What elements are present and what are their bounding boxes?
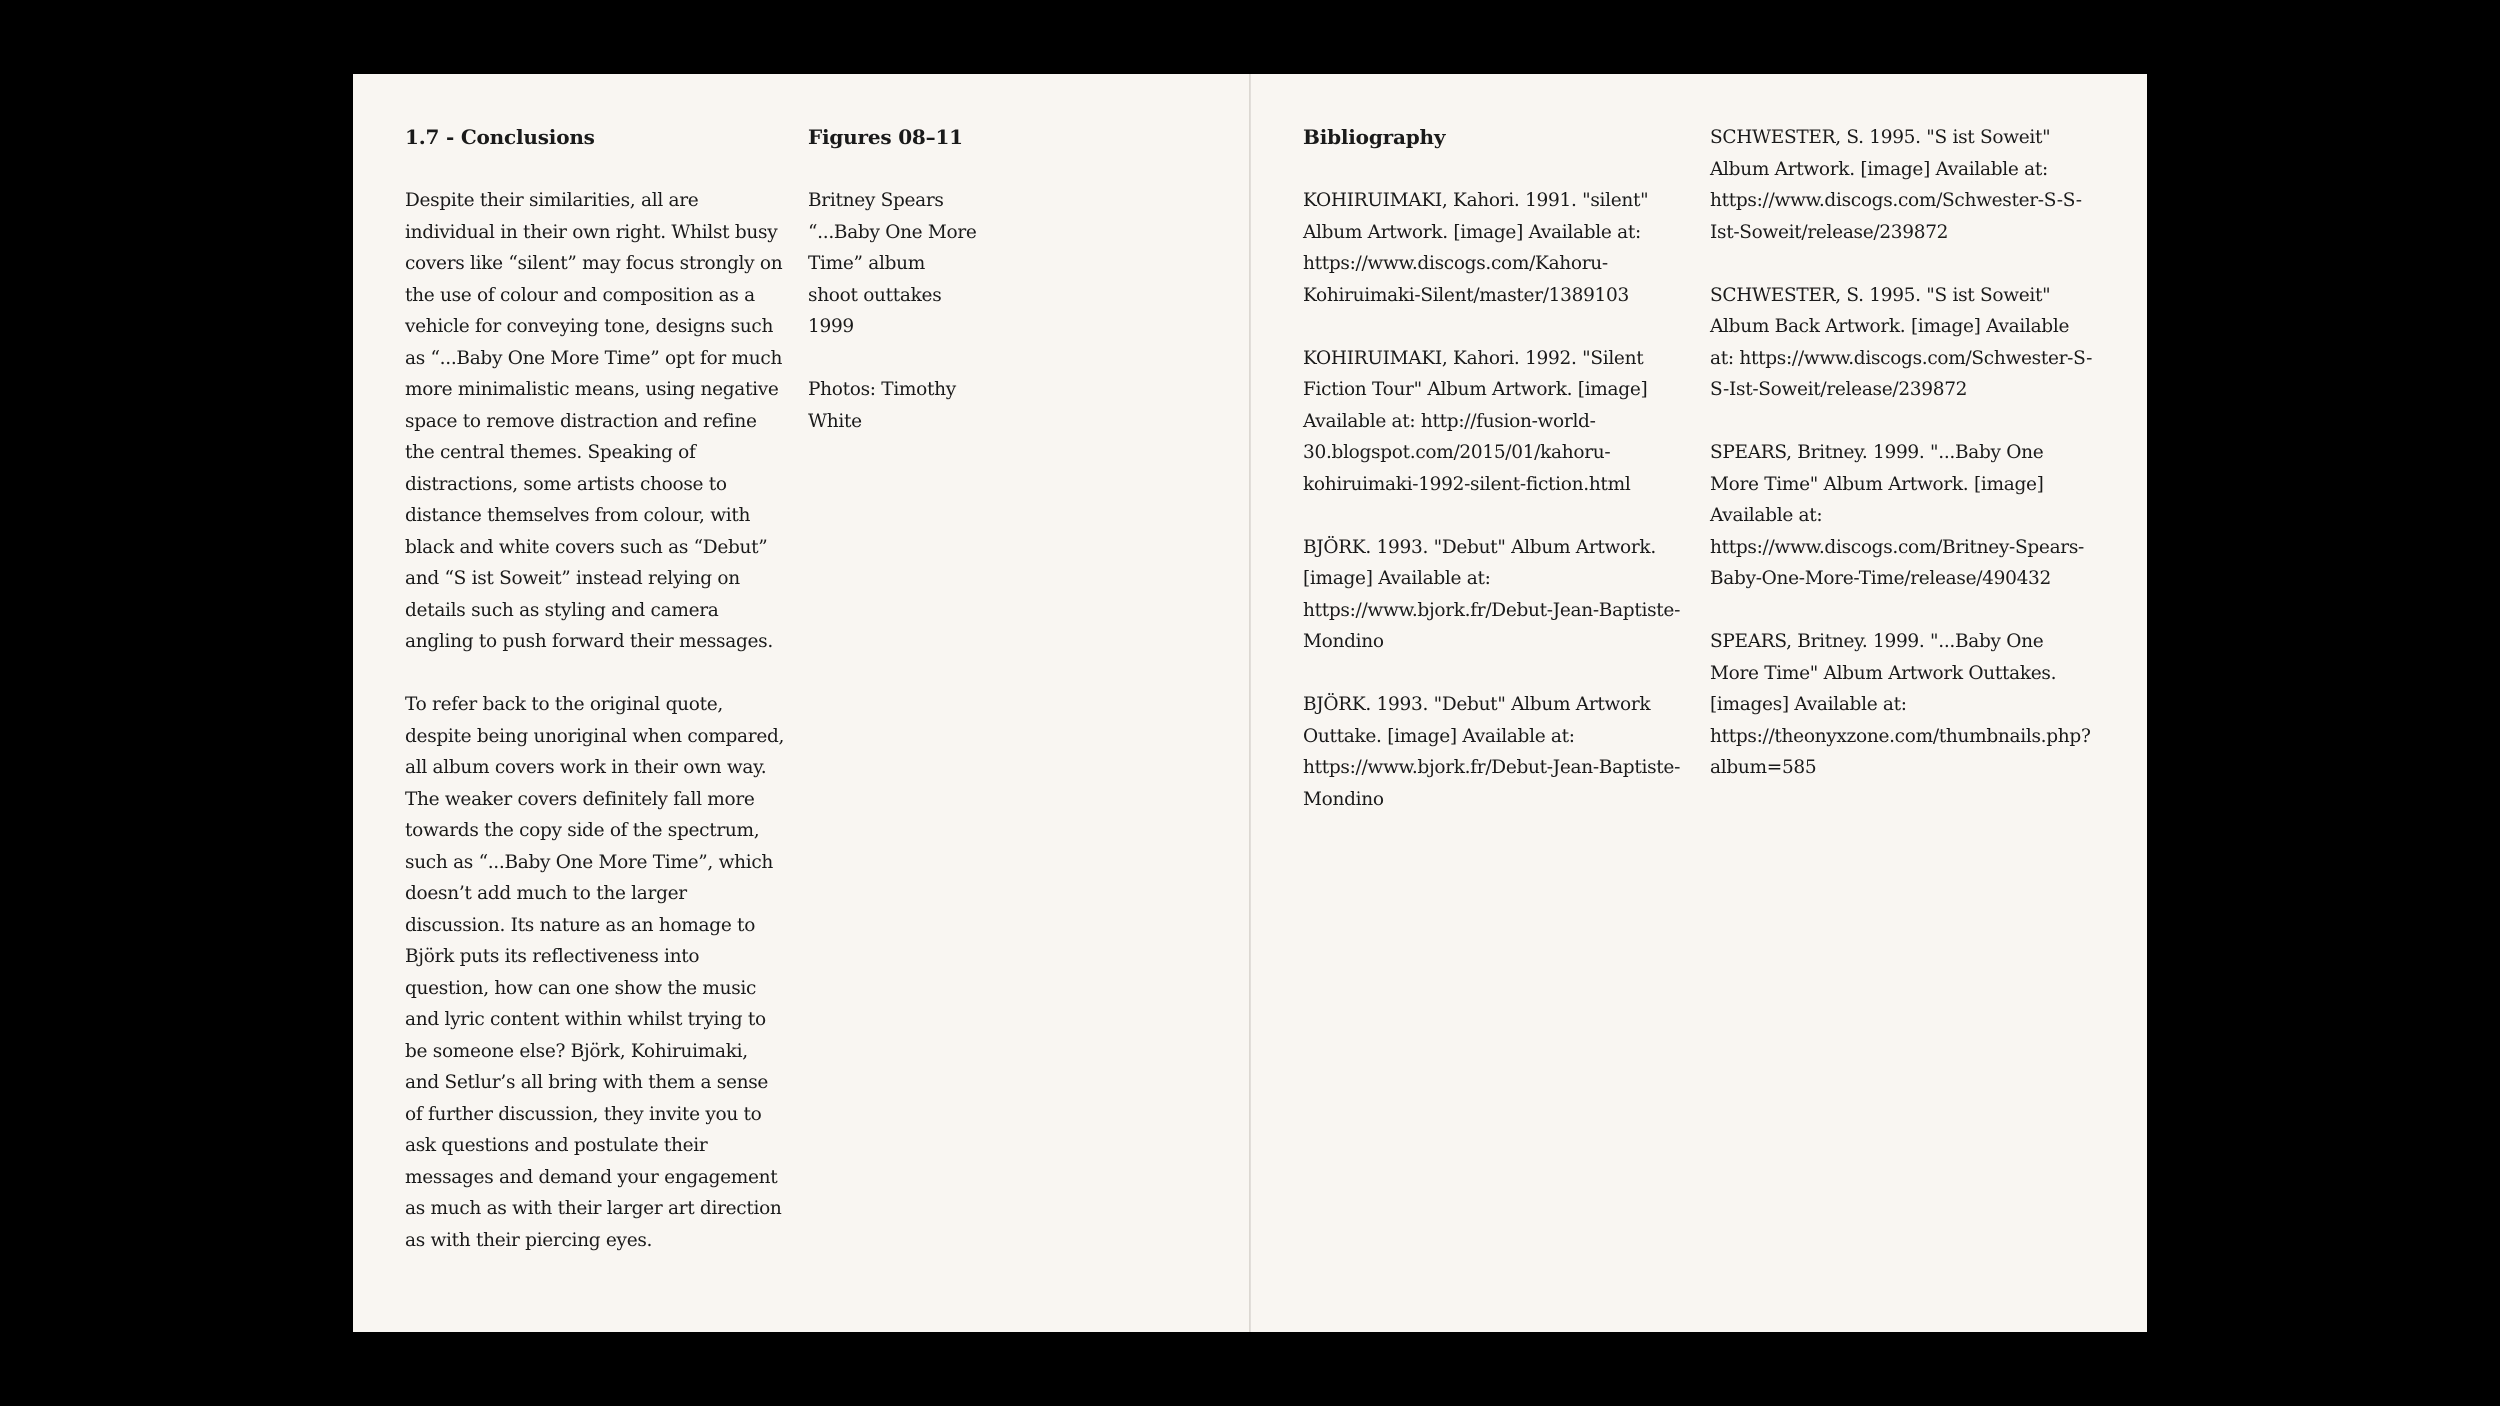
conclusions-paragraph: To refer back to the original quote, despite being unoriginal when compared, all album covers work in their own way. The weaker covers definitely fall more towards the copy side of the spectrum, such as “...Baby One More Time”, which doesn’t add much to the larger discussion. Its nature as an homage to Björk puts its reflectiveness into question, how can one show the music and lyric content within whilst trying to be someone else? Björk, Kohiruimaki, and Setlur’s all bring with them a sense of further discussion, they invite you to ask questions and postulate their messages and demand your engagement as much as with their larger art direction as with their piercing eyes. [405, 694, 785, 1251]
conclusions-paragraph: Despite their similarities, all are individual in their own right. Whilst busy covers like “silent” may focus strongly on the use of colour and composition as a vehicle for conveying tone, designs such as “...Baby One More Time” opt for much more minimalistic means, using negative space to remove distraction and refine the central themes. Speaking of distractions, some artists choose to distance themselves from colour, with black and white covers such as “Debut” and “S ist Soweit” instead relying on details such as styling and camera angling to push forward their messages. [405, 190, 783, 652]
bibliography-entry: SCHWESTER, S. 1995. "S ist Soweit" Album Artwork. [image] Available at: https://www.discogs.com/Schwester-S-S-Ist-Soweit/release/239872 [1710, 127, 2082, 243]
figures-credit: Photos: Timothy White [808, 379, 956, 432]
bibliography-entry: SPEARS, Britney. 1999. "...Baby One More Time" Album Artwork Outtakes. [images] Available at: https://theonyxzone.com/thumbnails.php?album=585 [1710, 631, 2091, 778]
bibliography-column-2 [1710, 122, 2095, 815]
bibliography-entry: SPEARS, Britney. 1999. "...Baby One More Time" Album Artwork. [image] Available at: https://www.discogs.com/Britney-Spears-Baby-One-More-Time/release/490432 [1710, 442, 2084, 589]
bibliography-entry: SCHWESTER, S. 1995. "S ist Soweit" Album Back Artwork. [image] Available at: https://www.discogs.com/Schwester-S-S-Ist-Soweit/release/239872 [1710, 284, 2093, 400]
figures-caption: Britney Spears “...Baby One More Time” album shoot outtakes 1999 [808, 190, 977, 337]
bibliography-heading: Bibliography [1303, 125, 1446, 149]
figures-heading: Figures 08–11 [808, 125, 963, 149]
bibliography-column-1 [1303, 122, 1683, 847]
bibliography-entry: KOHIRUIMAKI, Kahori. 1991. "silent" Album Artwork. [image] Available at: https://www.discogs.com/Kahoru-Kohiruimaki-Silent/master/1389103 [1303, 190, 1649, 306]
book-spread [353, 74, 2147, 1332]
conclusions-heading: 1.7 - Conclusions [405, 125, 595, 149]
bibliography-entry: KOHIRUIMAKI, Kahori. 1992. "Silent Fiction Tour" Album Artwork. [image] Available at: http://fusion-world-30.blogspot.com/2015/01/kahoru-kohiruimaki-1992-silent-fiction.html [1303, 347, 1648, 495]
bibliography-entry: BJÖRK. 1993. "Debut" Album Artwork. [image] Available at: https://www.bjork.fr/Debut-Jean-Baptiste-Mondino [1303, 536, 1681, 652]
bibliography-entry: BJÖRK. 1993. "Debut" Album Artwork Outtake. [image] Available at: https://www.bjork.fr/Debut-Jean-Baptiste-Mondino [1303, 694, 1681, 810]
conclusions-column [405, 122, 787, 1288]
right-page [1251, 74, 2147, 1332]
figures-column [808, 122, 978, 469]
left-page [353, 74, 1249, 1332]
